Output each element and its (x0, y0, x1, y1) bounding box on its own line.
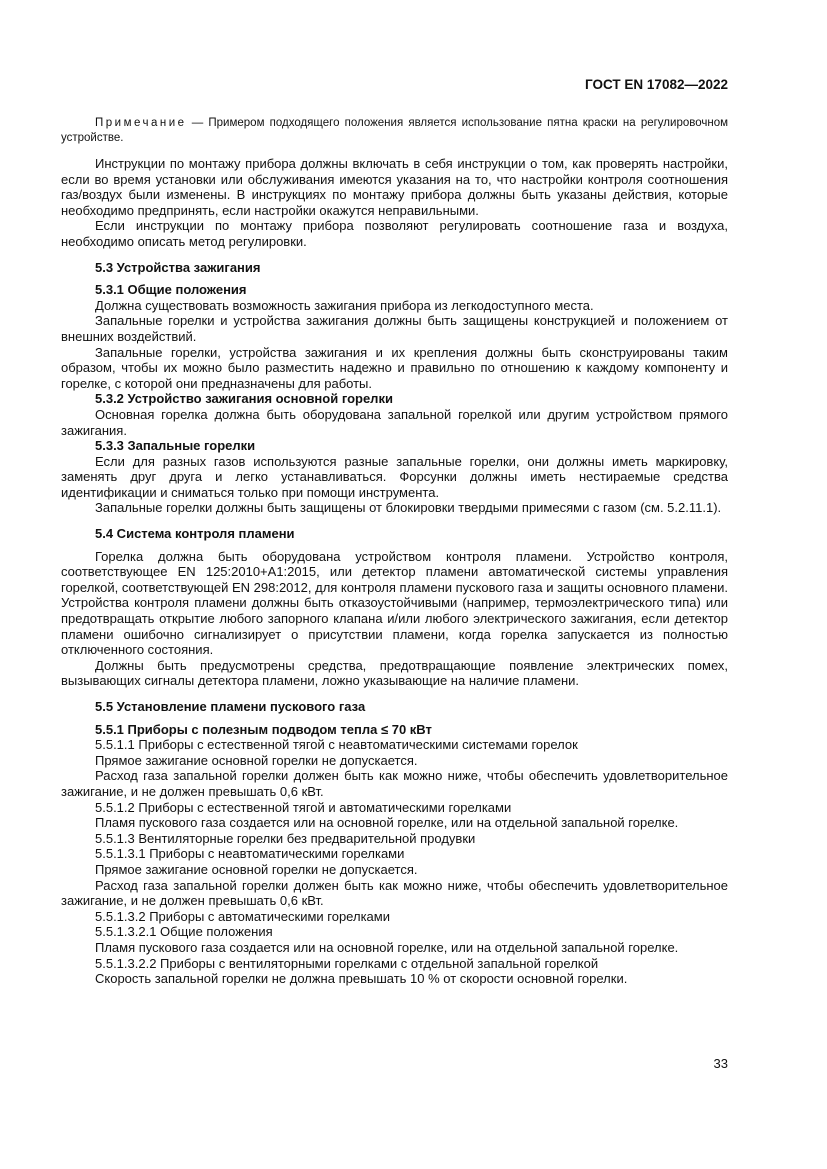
clause-title: 5.5.1.3 Вентиляторные горелки без предварительной продувки (95, 830, 476, 846)
subsection-heading: 5.3.2 Устройство зажигания основной горелки (95, 391, 393, 407)
section-heading: 5.3 Устройства зажигания (95, 259, 261, 275)
paragraph: Прямое зажигание основной горелки не допускается. (95, 752, 418, 768)
clause-title: 5.5.1.3.2.2 Приборы с вентиляторными горелками с отдельной запальной горелкой (95, 955, 599, 971)
paragraph: Расход газа запальной горелки должен быть как можно ниже, чтобы обеспечить удовлетворительное зажигание, и не должен превышать 0,6 кВт. (61, 877, 728, 909)
document-page (61, 0, 728, 1169)
note-paragraph (61, 116, 728, 146)
clause-title: 5.5.1.3.1 Приборы с неавтоматическими горелками (95, 846, 405, 862)
section-heading: 5.5 Установление пламени пускового газа (95, 699, 366, 714)
clause-title: 5.5.1.2 Приборы с естественной тягой и автоматическими горелками (95, 799, 512, 815)
standard-header: ГОСТ EN 17082—2022 (585, 77, 728, 92)
paragraph: Запальные горелки должны быть защищены от блокировки твердыми примесями с газом (см. 5.2.11.1). (95, 500, 722, 516)
page-number: 33 (713, 1056, 728, 1071)
paragraph: Скорость запальной горелки не должна превышать 10 % от скорости основной горелки. (95, 971, 628, 987)
paragraph: Расход газа запальной горелки должен быть как можно ниже, чтобы обеспечить удовлетворительное зажигание, и не должен превышать 0,6 кВт. (61, 768, 728, 799)
paragraph: Если инструкции по монтажу прибора позволяют регулировать соотношение газа и воздуха, необходимо описать метод регулировки. (61, 218, 728, 249)
document-body (61, 116, 728, 987)
paragraph: Пламя пускового газа создается или на основной горелке, или на отдельной запальной горелке. (95, 815, 679, 831)
section-heading: 5.4 Система контроля пламени (95, 526, 295, 542)
subsection-heading: 5.3.3 Запальные горелки (95, 438, 256, 454)
clause-title: 5.5.1.3.2.1 Общие положения (95, 924, 273, 940)
clause-title: 5.5.1.1 Приборы с естественной тягой с неавтоматическими системами горелок (95, 737, 578, 753)
paragraph: Если для разных газов используются разные запальные горелки, они должны иметь маркировку, заменять друг друга и легко устанавливаться. Форсунки должны иметь нестираемые средства идентификации и сниматься только при помощи инструмента. (61, 453, 728, 500)
paragraph: Должна существовать возможность зажигания прибора из легкодоступного места. (95, 297, 594, 313)
paragraph: Горелка должна быть оборудована устройством контроля пламени. Устройство контроля, соответствующее EN 125:2010+A1:2015, или детектор пламени автоматической системы управления горелкой, соответствующей EN 298:2012, для контроля пламени пускового газа и защиты основного пламени. Устройства контроля пламени должны быть отказоустойчивыми (например, термоэлектрического типа) или предотвращать открытие любого запорного клапана и/или любого электрического зажигания, если детектор пламени ошибочно сигнализирует о присутствии пламени, когда горелка запускается из полностью отключенного состояния. (61, 548, 728, 658)
note-text: — Примером подходящего положения является использование пятна краски на регулировочном устройстве. (61, 117, 728, 144)
subsection-heading: 5.3.1 Общие положения (95, 282, 247, 298)
paragraph: Инструкции по монтажу прибора должны включать в себя инструкции о том, как проверять настройки, если во время установки или обслуживания имеются указания на то, что настройки контроля соотношения газ/воздух были изменены. В инструкциях по монтажу прибора должны быть указаны действия, которые необходимо предпринять, если настройки окажутся неправильными. (61, 156, 728, 218)
paragraph: Прямое зажигание основной горелки не допускается. (95, 861, 418, 877)
clause-title: 5.5.1.3.2 Приборы с автоматическими горелками (95, 908, 390, 924)
paragraph: Запальные горелки и устройства зажигания должны быть защищены конструкцией и положением от внешних воздействий. (61, 313, 728, 344)
paragraph: Пламя пускового газа создается или на основной горелке, или на отдельной запальной горелке. (95, 939, 679, 955)
subsection-heading: 5.5.1 Приборы с полезным подводом тепла ≤ 70 кВт (95, 721, 432, 737)
paragraph: Запальные горелки, устройства зажигания и их крепления должны быть сконструированы таким образом, чтобы их можно было разместить надежно и правильно по отношению к каждому компоненту и горелке, с которой они предназначены для работы. (61, 344, 728, 391)
paragraph: Основная горелка должна быть оборудована запальной горелкой или другим устройством прямого зажигания. (61, 406, 728, 438)
note-label: Примечание (95, 117, 187, 129)
paragraph: Должны быть предусмотрены средства, предотвращающие появление электрических помех, вызывающих сигналы детектора пламени, ложно указывающие на наличие пламени. (61, 657, 728, 689)
